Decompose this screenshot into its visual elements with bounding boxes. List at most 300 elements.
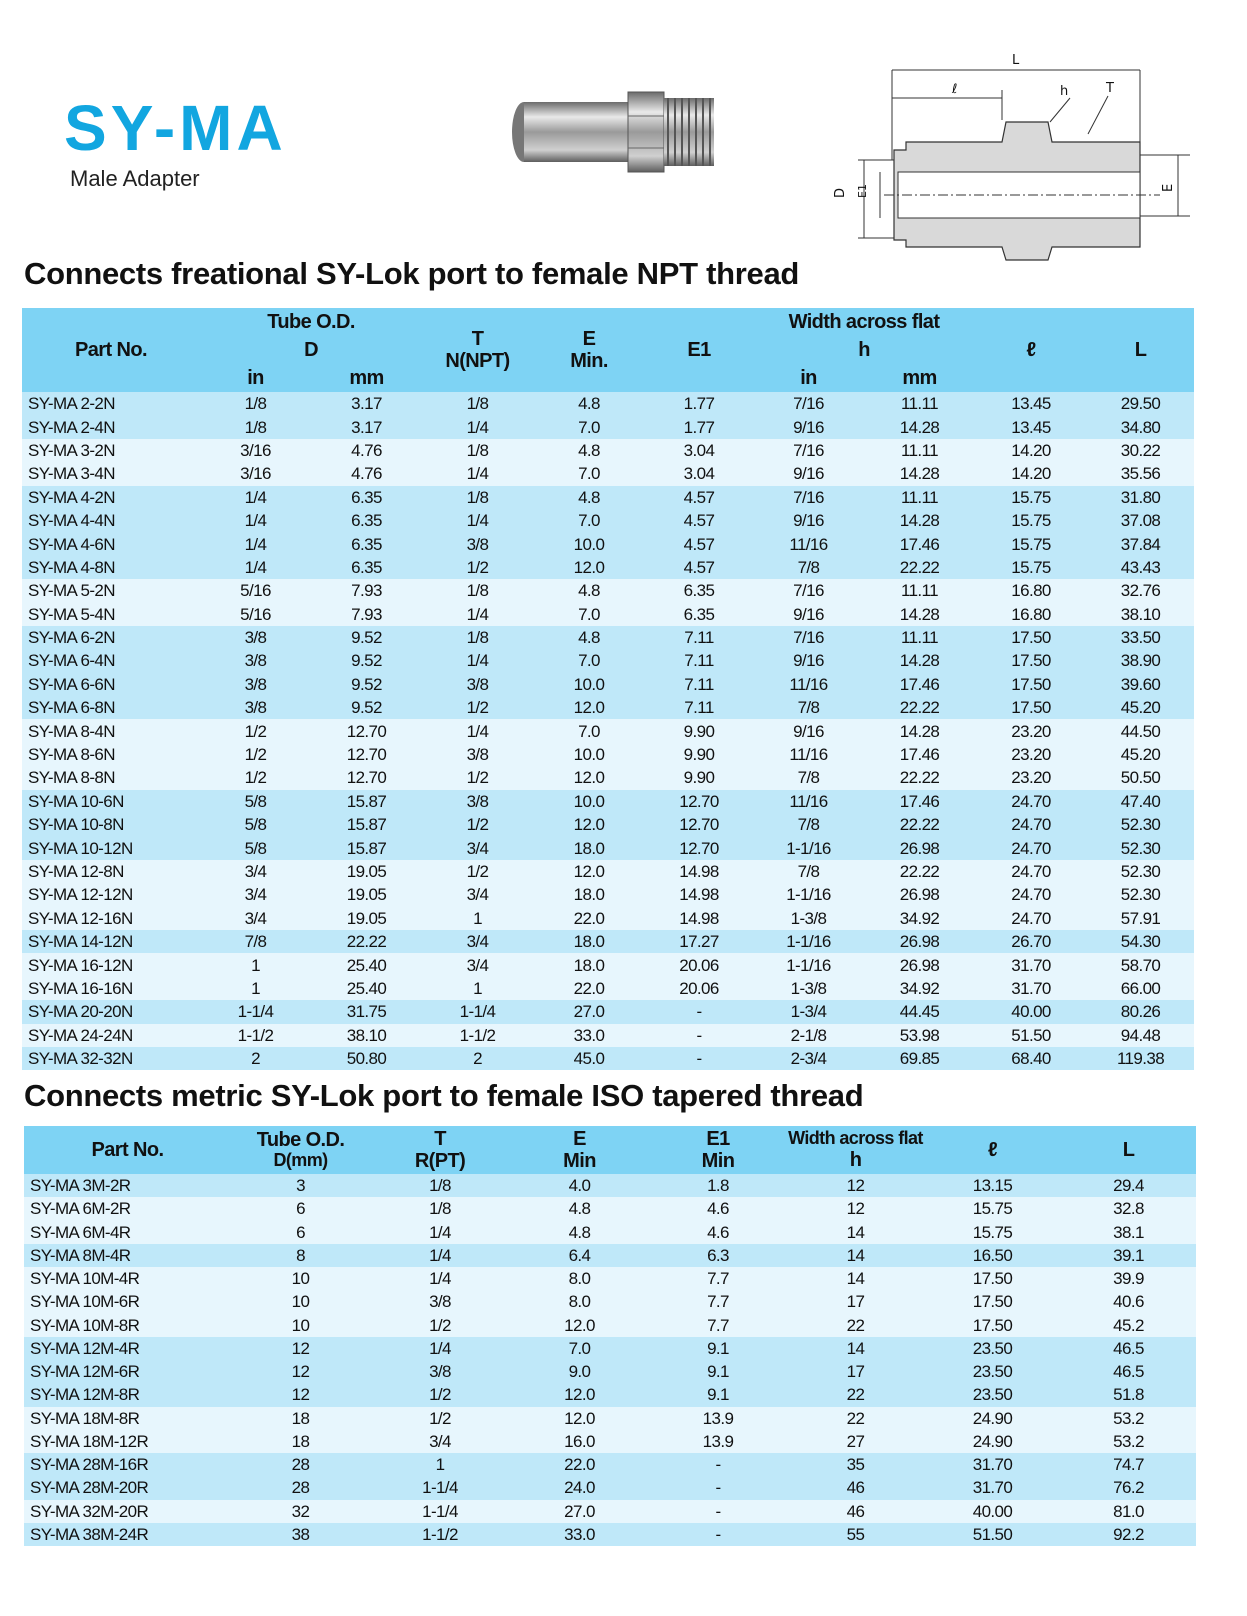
table-cell: 52.30 bbox=[1087, 836, 1194, 859]
table-cell: 14.28 bbox=[864, 603, 975, 626]
table-cell: 52.30 bbox=[1087, 813, 1194, 836]
table-cell: 15.75 bbox=[924, 1221, 1061, 1244]
table-cell: 1/4 bbox=[370, 1244, 510, 1267]
table-cell: 7/8 bbox=[753, 860, 864, 883]
table-row bbox=[24, 1383, 1196, 1406]
table-cell: 7.0 bbox=[533, 649, 645, 672]
table-cell: 7.11 bbox=[645, 696, 753, 719]
table-cell: 14.28 bbox=[864, 719, 975, 742]
table-cell: 3/4 bbox=[200, 907, 311, 930]
table-cell: 6.35 bbox=[311, 486, 422, 509]
table-cell: 4.8 bbox=[510, 1221, 649, 1244]
table-cell: 40.6 bbox=[1061, 1290, 1196, 1313]
table-cell: 5/16 bbox=[200, 603, 311, 626]
dim-label-E: E bbox=[1161, 183, 1176, 192]
part-number-cell: SY-MA 16-12N bbox=[22, 953, 200, 976]
table-cell: 1 bbox=[200, 977, 311, 1000]
table-cell: 9.1 bbox=[649, 1337, 787, 1360]
part-number-cell: SY-MA 12-8N bbox=[22, 860, 200, 883]
header-h-in: in bbox=[753, 364, 864, 392]
table-cell: 33.50 bbox=[1087, 626, 1194, 649]
table-cell: 3/4 bbox=[200, 883, 311, 906]
table-cell: 22.22 bbox=[864, 696, 975, 719]
npt-table-body bbox=[22, 392, 1194, 1070]
table-cell: 4.8 bbox=[533, 626, 645, 649]
table-cell: 7/16 bbox=[753, 626, 864, 649]
table-cell: 9/16 bbox=[753, 649, 864, 672]
table-cell: 3/4 bbox=[200, 860, 311, 883]
table-cell: 1/4 bbox=[200, 486, 311, 509]
part-number-cell: SY-MA 32M-20R bbox=[24, 1500, 231, 1523]
table-cell: 3/8 bbox=[422, 743, 533, 766]
table-cell: 3/8 bbox=[200, 649, 311, 672]
table-cell: 38 bbox=[231, 1523, 370, 1546]
table-cell: 12.0 bbox=[533, 696, 645, 719]
table-cell: 3/4 bbox=[422, 953, 533, 976]
table-cell: 9.52 bbox=[311, 626, 422, 649]
table-cell: 68.40 bbox=[975, 1047, 1087, 1070]
table-cell: 1/4 bbox=[200, 556, 311, 579]
table-cell: 53.2 bbox=[1061, 1430, 1196, 1453]
table-cell: 12.70 bbox=[645, 790, 753, 813]
table-cell: 16.80 bbox=[975, 603, 1087, 626]
table-cell: 18.0 bbox=[533, 883, 645, 906]
table-cell: - bbox=[645, 1024, 753, 1047]
table-row bbox=[22, 1024, 1194, 1047]
table-cell: 4.6 bbox=[649, 1221, 787, 1244]
header2-tube-od bbox=[231, 1126, 370, 1174]
table-cell: 1/2 bbox=[422, 696, 533, 719]
table-row bbox=[22, 883, 1194, 906]
table-row bbox=[22, 836, 1194, 859]
header-width-across-flat: Width across flat bbox=[753, 308, 975, 336]
table-cell: 1/4 bbox=[370, 1221, 510, 1244]
part-number-cell: SY-MA 8M-4R bbox=[24, 1244, 231, 1267]
table-cell: 9.0 bbox=[510, 1360, 649, 1383]
table-cell: 57.91 bbox=[1087, 907, 1194, 930]
table-cell: 24.70 bbox=[975, 836, 1087, 859]
part-number-cell: SY-MA 4-8N bbox=[22, 556, 200, 579]
table-cell: 3/16 bbox=[200, 439, 311, 462]
table-cell: 45.20 bbox=[1087, 743, 1194, 766]
table-cell: 9.52 bbox=[311, 673, 422, 696]
table-cell: 3/4 bbox=[422, 883, 533, 906]
table-row bbox=[22, 1047, 1194, 1070]
table-cell: 17.50 bbox=[975, 696, 1087, 719]
table-cell: 81.0 bbox=[1061, 1500, 1196, 1523]
table-cell: 7.93 bbox=[311, 603, 422, 626]
table-cell: 3.04 bbox=[645, 462, 753, 485]
table-cell: 66.00 bbox=[1087, 977, 1194, 1000]
header-e1: E1 bbox=[645, 308, 753, 392]
part-number-cell: SY-MA 10-6N bbox=[22, 790, 200, 813]
table-cell: 10 bbox=[231, 1267, 370, 1290]
table-cell: 3/8 bbox=[422, 790, 533, 813]
table-cell: 14.28 bbox=[864, 462, 975, 485]
table-cell: 1/8 bbox=[422, 579, 533, 602]
table-cell: 12.70 bbox=[311, 719, 422, 742]
table-cell: 37.08 bbox=[1087, 509, 1194, 532]
table-cell: 15.87 bbox=[311, 790, 422, 813]
table-cell: 22.0 bbox=[533, 977, 645, 1000]
table-cell: 17.46 bbox=[864, 790, 975, 813]
table-cell: 26.98 bbox=[864, 953, 975, 976]
part-number-cell: SY-MA 28M-20R bbox=[24, 1476, 231, 1499]
table-cell: 1-1/16 bbox=[753, 883, 864, 906]
table-cell: 50.80 bbox=[311, 1047, 422, 1070]
table-cell: 50.50 bbox=[1087, 766, 1194, 789]
part-number-cell: SY-MA 16-16N bbox=[22, 977, 200, 1000]
table-cell: 1/2 bbox=[422, 556, 533, 579]
table-cell: 20.06 bbox=[645, 953, 753, 976]
table-cell: 119.38 bbox=[1087, 1047, 1194, 1070]
table-cell: 10.0 bbox=[533, 673, 645, 696]
header-npt: N(NPT) bbox=[445, 350, 510, 372]
table-cell: 15.87 bbox=[311, 813, 422, 836]
table-cell: 13.9 bbox=[649, 1430, 787, 1453]
table-cell: 34.80 bbox=[1087, 415, 1194, 438]
table-row bbox=[22, 579, 1194, 602]
table-cell: - bbox=[649, 1453, 787, 1476]
table-cell: 1/4 bbox=[370, 1267, 510, 1290]
part-number-cell: SY-MA 12-16N bbox=[22, 907, 200, 930]
table-cell: 14 bbox=[787, 1267, 924, 1290]
table-cell: 35 bbox=[787, 1453, 924, 1476]
table-cell: 24.70 bbox=[975, 883, 1087, 906]
table-cell: 3.17 bbox=[311, 415, 422, 438]
table-cell: 1/2 bbox=[370, 1383, 510, 1406]
table-cell: 19.05 bbox=[311, 907, 422, 930]
part-number-cell: SY-MA 3-4N bbox=[22, 462, 200, 485]
table-cell: 52.30 bbox=[1087, 883, 1194, 906]
table-cell: 37.84 bbox=[1087, 532, 1194, 555]
dim-label-E1: E1 bbox=[856, 184, 869, 198]
table-cell: 3/8 bbox=[200, 626, 311, 649]
iso-table-body bbox=[24, 1174, 1196, 1546]
table-cell: 18 bbox=[231, 1430, 370, 1453]
table-cell: 16.80 bbox=[975, 579, 1087, 602]
table-cell: 14.98 bbox=[645, 907, 753, 930]
table-cell: 1.8 bbox=[649, 1174, 787, 1197]
table-cell: - bbox=[645, 1000, 753, 1023]
table-cell: 23.50 bbox=[924, 1360, 1061, 1383]
table-cell: 27 bbox=[787, 1430, 924, 1453]
header-tube-od: Tube O.D. bbox=[200, 308, 422, 336]
part-number-cell: SY-MA 10M-4R bbox=[24, 1267, 231, 1290]
table-cell: 12.0 bbox=[510, 1314, 649, 1337]
table-cell: 34.92 bbox=[864, 907, 975, 930]
table-row bbox=[22, 743, 1194, 766]
part-number-cell: SY-MA 28M-16R bbox=[24, 1453, 231, 1476]
table-cell: 9.90 bbox=[645, 743, 753, 766]
table-cell: 1/2 bbox=[422, 766, 533, 789]
part-number-cell: SY-MA 3-2N bbox=[22, 439, 200, 462]
table-cell: 9/16 bbox=[753, 462, 864, 485]
table-cell: 32.76 bbox=[1087, 579, 1194, 602]
table-cell: 12.0 bbox=[533, 556, 645, 579]
table-row bbox=[24, 1174, 1196, 1197]
table-cell: 9.52 bbox=[311, 696, 422, 719]
table-row bbox=[22, 532, 1194, 555]
table-cell: 4.0 bbox=[510, 1174, 649, 1197]
table-cell: 4.76 bbox=[311, 439, 422, 462]
table-cell: 14.28 bbox=[864, 509, 975, 532]
table-cell: 14 bbox=[787, 1337, 924, 1360]
product-code: SY-MA bbox=[64, 92, 287, 164]
table-cell: 27.0 bbox=[533, 1000, 645, 1023]
table-cell: 1-1/4 bbox=[370, 1500, 510, 1523]
table-cell: 17.50 bbox=[975, 649, 1087, 672]
table-cell: 10 bbox=[231, 1290, 370, 1313]
table-cell: 22.22 bbox=[864, 556, 975, 579]
table-cell: 23.20 bbox=[975, 766, 1087, 789]
table-cell: 19.05 bbox=[311, 883, 422, 906]
table-cell: 18 bbox=[231, 1407, 370, 1430]
table-cell: - bbox=[649, 1500, 787, 1523]
table-cell: 9.90 bbox=[645, 719, 753, 742]
table-cell: 22.22 bbox=[311, 930, 422, 953]
table-cell: 1 bbox=[370, 1453, 510, 1476]
table-row bbox=[24, 1453, 1196, 1476]
table-cell: 23.50 bbox=[924, 1337, 1061, 1360]
npt-spec-table bbox=[22, 308, 1194, 1070]
table-cell: 4.6 bbox=[649, 1197, 787, 1220]
section-heading-npt: Connects freational SY-Lok port to female NPT thread bbox=[24, 256, 800, 291]
table-cell: 58.70 bbox=[1087, 953, 1194, 976]
table-cell: 12 bbox=[787, 1197, 924, 1220]
table-cell: 35.56 bbox=[1087, 462, 1194, 485]
table-cell: 2-1/8 bbox=[753, 1024, 864, 1047]
table-cell: 12 bbox=[231, 1360, 370, 1383]
table-cell: 11.11 bbox=[864, 439, 975, 462]
table-row bbox=[22, 1000, 1194, 1023]
table-cell: 51.50 bbox=[924, 1523, 1061, 1546]
table-cell: 9.1 bbox=[649, 1383, 787, 1406]
table-cell: 17.50 bbox=[924, 1290, 1061, 1313]
table-cell: 8.0 bbox=[510, 1267, 649, 1290]
table-cell: 24.90 bbox=[924, 1430, 1061, 1453]
table-cell: 7.11 bbox=[645, 649, 753, 672]
table-cell: 1 bbox=[422, 907, 533, 930]
header-t-npt bbox=[422, 308, 533, 392]
table-cell: 39.1 bbox=[1061, 1244, 1196, 1267]
table-cell: 20.06 bbox=[645, 977, 753, 1000]
table-cell: 1/4 bbox=[422, 649, 533, 672]
table-cell: 13.15 bbox=[924, 1174, 1061, 1197]
table-cell: 1-1/2 bbox=[200, 1024, 311, 1047]
part-number-cell: SY-MA 5-4N bbox=[22, 603, 200, 626]
table-cell: 3/4 bbox=[422, 930, 533, 953]
table-cell: 26.98 bbox=[864, 883, 975, 906]
table-row bbox=[24, 1314, 1196, 1337]
table-cell: 92.2 bbox=[1061, 1523, 1196, 1546]
table-cell: 15.75 bbox=[924, 1197, 1061, 1220]
table-cell: 22 bbox=[787, 1383, 924, 1406]
table-cell: 6.3 bbox=[649, 1244, 787, 1267]
dim-label-T: T bbox=[1106, 81, 1114, 96]
table-cell: 3/8 bbox=[370, 1360, 510, 1383]
part-number-cell: SY-MA 6-2N bbox=[22, 626, 200, 649]
table-cell: 3.17 bbox=[311, 392, 422, 415]
table-cell: 1/8 bbox=[200, 392, 311, 415]
part-number-cell: SY-MA 12M-8R bbox=[24, 1383, 231, 1406]
table-cell: 7/8 bbox=[753, 813, 864, 836]
table-cell: 14.28 bbox=[864, 649, 975, 672]
table-cell: 1/2 bbox=[200, 743, 311, 766]
header2-t-rpt bbox=[370, 1126, 510, 1174]
table-cell: 31.70 bbox=[975, 953, 1087, 976]
table-cell: 51.50 bbox=[975, 1024, 1087, 1047]
table-cell: 1/4 bbox=[422, 509, 533, 532]
table-cell: 43.43 bbox=[1087, 556, 1194, 579]
table-cell: 7/16 bbox=[753, 439, 864, 462]
table-cell: 29.4 bbox=[1061, 1174, 1196, 1197]
table-cell: 17.50 bbox=[975, 673, 1087, 696]
table-cell: 22 bbox=[787, 1407, 924, 1430]
table-cell: 7.0 bbox=[533, 719, 645, 742]
table-cell: 22.0 bbox=[510, 1453, 649, 1476]
table-cell: 30.22 bbox=[1087, 439, 1194, 462]
table-cell: 17.50 bbox=[975, 626, 1087, 649]
table-cell: 9/16 bbox=[753, 603, 864, 626]
table-row bbox=[22, 439, 1194, 462]
table-cell: 3/4 bbox=[422, 836, 533, 859]
table-cell: 14.20 bbox=[975, 439, 1087, 462]
table-cell: 7/8 bbox=[753, 696, 864, 719]
table-cell: 7.0 bbox=[533, 415, 645, 438]
part-number-cell: SY-MA 6M-2R bbox=[24, 1197, 231, 1220]
table-cell: 5/8 bbox=[200, 836, 311, 859]
table-cell: 4.8 bbox=[533, 439, 645, 462]
table-cell: 26.70 bbox=[975, 930, 1087, 953]
table-cell: 6 bbox=[231, 1221, 370, 1244]
header2-d-mm: D(mm) bbox=[273, 1150, 328, 1171]
table-cell: 29.50 bbox=[1087, 392, 1194, 415]
table-cell: 23.20 bbox=[975, 719, 1087, 742]
table-cell: 23.50 bbox=[924, 1383, 1061, 1406]
product-photo bbox=[510, 86, 720, 178]
dim-label-h: h bbox=[1060, 84, 1069, 99]
table-row bbox=[22, 462, 1194, 485]
table-cell: 1 bbox=[200, 953, 311, 976]
table-cell: 74.7 bbox=[1061, 1453, 1196, 1476]
table-row bbox=[22, 603, 1194, 626]
table-cell: 3/8 bbox=[422, 673, 533, 696]
table-cell: 24.70 bbox=[975, 790, 1087, 813]
table-cell: 10 bbox=[231, 1314, 370, 1337]
table-cell: 24.70 bbox=[975, 907, 1087, 930]
table-cell: 1/4 bbox=[422, 719, 533, 742]
table-row bbox=[22, 649, 1194, 672]
table-cell: 31.75 bbox=[311, 1000, 422, 1023]
table-cell: 27.0 bbox=[510, 1500, 649, 1523]
table-cell: 14 bbox=[787, 1244, 924, 1267]
header-e: E bbox=[582, 328, 596, 350]
table-cell: 38.10 bbox=[1087, 603, 1194, 626]
table-cell: 7.0 bbox=[533, 603, 645, 626]
table-cell: 11.11 bbox=[864, 579, 975, 602]
table-cell: 12.70 bbox=[645, 813, 753, 836]
part-number-cell: SY-MA 14-12N bbox=[22, 930, 200, 953]
table-cell: 22 bbox=[787, 1314, 924, 1337]
table-cell: 1 bbox=[422, 977, 533, 1000]
header2-h: h bbox=[849, 1148, 862, 1171]
table-cell: 17 bbox=[787, 1360, 924, 1383]
table-cell: 1-3/8 bbox=[753, 907, 864, 930]
table-cell: 13.45 bbox=[975, 392, 1087, 415]
table-cell: 6.35 bbox=[311, 532, 422, 555]
table-cell: 12.70 bbox=[311, 743, 422, 766]
table-cell: 17.46 bbox=[864, 673, 975, 696]
part-number-cell: SY-MA 24-24N bbox=[22, 1024, 200, 1047]
table-cell: 31.70 bbox=[975, 977, 1087, 1000]
table-cell: 15.75 bbox=[975, 532, 1087, 555]
table-cell: 11/16 bbox=[753, 532, 864, 555]
table-cell: 12.0 bbox=[510, 1383, 649, 1406]
part-number-cell: SY-MA 10-8N bbox=[22, 813, 200, 836]
table-row bbox=[22, 509, 1194, 532]
table-cell: 7.0 bbox=[510, 1337, 649, 1360]
table-cell: 1/2 bbox=[200, 719, 311, 742]
table-cell: 7.0 bbox=[533, 462, 645, 485]
table-cell: 76.2 bbox=[1061, 1476, 1196, 1499]
table-cell: 53.98 bbox=[864, 1024, 975, 1047]
table-cell: 6 bbox=[231, 1197, 370, 1220]
header2-rpt: R(PT) bbox=[414, 1150, 466, 1172]
table-cell: 3.04 bbox=[645, 439, 753, 462]
part-number-cell: SY-MA 3M-2R bbox=[24, 1174, 231, 1197]
table-cell: 44.45 bbox=[864, 1000, 975, 1023]
table-row bbox=[22, 790, 1194, 813]
table-cell: 1-1/2 bbox=[370, 1523, 510, 1546]
table-row bbox=[22, 556, 1194, 579]
table-cell: 45.0 bbox=[533, 1047, 645, 1070]
table-cell: 28 bbox=[231, 1476, 370, 1499]
header-part-no: Part No. bbox=[22, 308, 200, 392]
header2-width-flat-label: Width across flat bbox=[788, 1128, 923, 1149]
header-t: T bbox=[471, 328, 484, 350]
table-cell: 24.70 bbox=[975, 813, 1087, 836]
table-cell: 53.2 bbox=[1061, 1407, 1196, 1430]
table-cell: 11/16 bbox=[753, 743, 864, 766]
table-cell: 7/16 bbox=[753, 392, 864, 415]
table-cell: 8.0 bbox=[510, 1290, 649, 1313]
table-cell: 38.90 bbox=[1087, 649, 1194, 672]
header-e-min bbox=[533, 308, 645, 392]
table-cell: 16.0 bbox=[510, 1430, 649, 1453]
table-row bbox=[24, 1476, 1196, 1499]
table-cell: 14.98 bbox=[645, 883, 753, 906]
table-cell: 2 bbox=[422, 1047, 533, 1070]
table-cell: 5/8 bbox=[200, 813, 311, 836]
part-number-cell: SY-MA 12-12N bbox=[22, 883, 200, 906]
table-cell: 22.22 bbox=[864, 766, 975, 789]
table-cell: 6.35 bbox=[311, 556, 422, 579]
part-number-cell: SY-MA 20-20N bbox=[22, 1000, 200, 1023]
table-cell: 1-1/4 bbox=[200, 1000, 311, 1023]
table-cell: 23.20 bbox=[975, 743, 1087, 766]
header2-part-no: Part No. bbox=[24, 1126, 231, 1174]
table-cell: 4.8 bbox=[510, 1197, 649, 1220]
part-number-cell: SY-MA 38M-24R bbox=[24, 1523, 231, 1546]
table-cell: 7.93 bbox=[311, 579, 422, 602]
table-row bbox=[22, 392, 1194, 415]
table-cell: 80.26 bbox=[1087, 1000, 1194, 1023]
table-cell: 1/8 bbox=[422, 486, 533, 509]
table-row bbox=[22, 486, 1194, 509]
table-cell: 3 bbox=[231, 1174, 370, 1197]
table-row bbox=[22, 696, 1194, 719]
